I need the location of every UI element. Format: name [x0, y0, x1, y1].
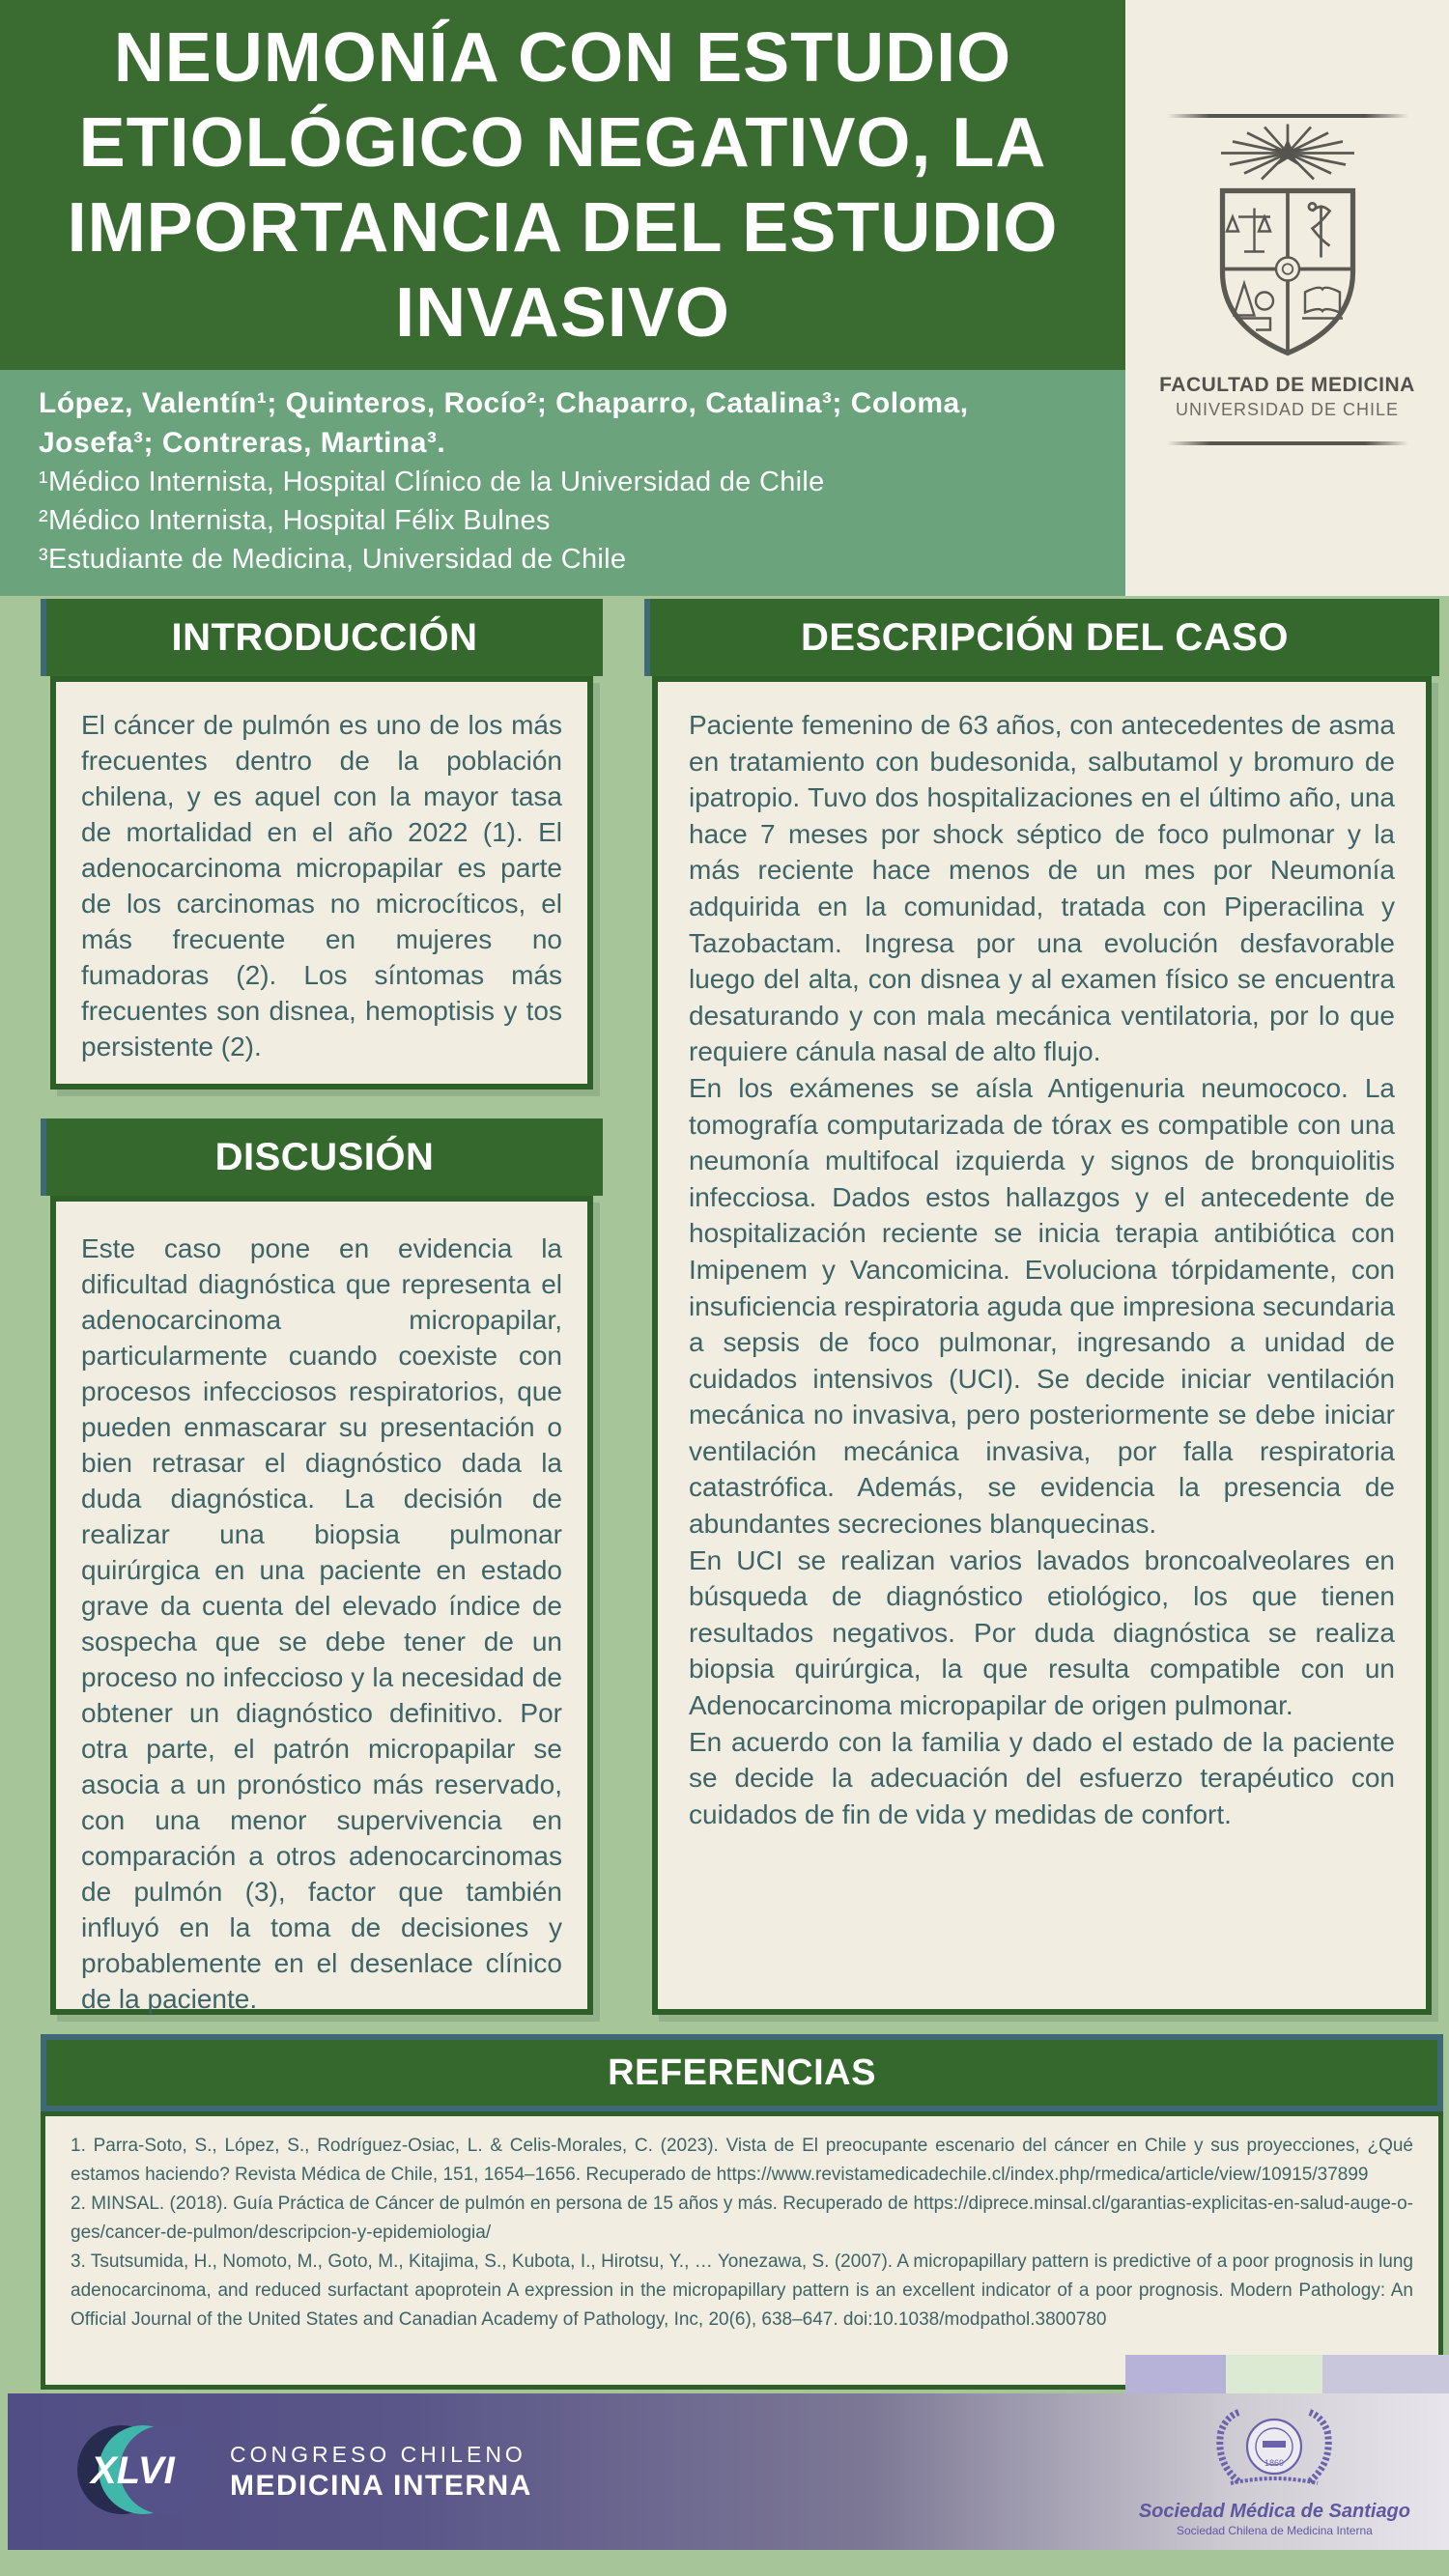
congress-logo-icon: [77, 2407, 205, 2537]
paragraph: En acuerdo con la familia y dado el estado de la paciente se decide la adecuación del esfuerzo terapéutico con cuidados de fin de vida y medidas de confort.: [689, 1726, 1395, 1829]
decor-patch: [1226, 2355, 1322, 2393]
affiliation-line: ²Médico Internista, Hospital Félix Bulnes: [39, 505, 551, 536]
university-name: UNIVERSIDAD DE CHILE: [1175, 400, 1400, 419]
poster-title-line: NEUMONÍA CON ESTUDIO: [113, 18, 1012, 97]
section-body-introduccion: [50, 676, 593, 1090]
section-body-referencias: [41, 2111, 1443, 2390]
paragraph: El cáncer de pulmón es uno de los más frecuentes dentro de la población chilena, y es aquel con la mayor tasa de mortalidad en el año 2022 (1). El adenocarcinoma micropapilar es parte de los carcinomas no microcíticos, el más frecuente en mujeres no fumadoras (2). Los síntomas más frecuentes son disnea, hemoptisis y tos persistente (2).: [81, 710, 562, 1062]
congress-number: XLVI: [91, 2449, 175, 2492]
section-title: REFERENCIAS: [608, 2052, 876, 2093]
poster-title-block: [0, 0, 1125, 370]
society-name: Sociedad Médica de Santiago: [1138, 2500, 1410, 2522]
reference-item: 1. Parra-Soto, S., López, S., Rodríguez-Osiac, L. & Celis-Morales, C. (2023). Vista de El preocupante escenario del cáncer en Chile y sus proyecciones, ¿Qué estamos haciendo? Revista Médica de Chile, 151, 1654–1656. Recuperado de https://www.revistamedicadechile.cl/index.php/rmedica/article/view/10915/37899: [71, 2136, 1413, 2185]
society-block: [1139, 2406, 1410, 2538]
paragraph: En los exámenes se aísla Antigenuria neumococo. La tomografía computarizada de tórax es compatible con una neumonía multifocal izquierda y signos de bronquiolitis infecciosa. Dados estos hallazgos y el antecedente de hospitalización reciente se inicia terapia antibiótica con Imipenem y Vancomicina. Evoluciona tórpidamente, con insuficiencia respiratoria aguda que impresiona secundaria a sepsis de foco pulmonar, ingresando a unidad de cuidados intensivos (UCI). Se decide iniciar ventilación mecánica no invasiva, pero posteriormente se debe iniciar ventilación mecánica invasiva, por falla respiratoria catastrófica. Además, se evidencia la presencia de abundantes secreciones blanquecinas.: [689, 1072, 1395, 1540]
decor-patch: [1125, 2355, 1226, 2393]
section-title: DISCUSIÓN: [214, 1135, 435, 1178]
congress-title-block: [230, 2440, 532, 2504]
authors-block: [0, 370, 1125, 596]
society-subtitle: Sociedad Chilena de Medicina Interna: [1177, 2523, 1373, 2537]
university-shield-icon: [1186, 118, 1389, 364]
affiliation-line: ¹Médico Internista, Hospital Clínico de la Universidad de Chile: [39, 467, 825, 497]
section-header-discusion: [41, 1118, 603, 1196]
section-title: DESCRIPCIÓN DEL CASO: [801, 615, 1289, 659]
decor-patch: [1322, 2355, 1449, 2393]
affiliation-line: ³Estudiante de Medicina, Universidad de Chile: [39, 544, 627, 575]
reference-item: 2. MINSAL. (2018). Guía Práctica de Cáncer de pulmón en persona de 15 años y más. Recuperado de https://diprece.minsal.cl/garantias-explicitas-en-salud-auge-o-ges/cancer-de-pulmon/descripcion-y-epidemiologia/: [71, 2194, 1413, 2243]
reference-item: 3. Tsutsumida, H., Nomoto, M., Goto, M., Kitajima, S., Kubota, I., Hirotsu, Y., … Yonezawa, S. (2007). A micropapillary pattern is predictive of a poor prognosis in lung adenocarcinoma, and reduced surfactant apoprotein A expression in the micropapillary pattern is an excellent indicator of a poor prognosis. Modern Pathology: An Official Journal of the United States and Canadian Academy of Pathology, Inc, 20(6), 638–647. doi:10.1038/modpathol.3800780: [71, 2251, 1413, 2330]
paragraph: Paciente femenino de 63 años, con antecedentes de asma en tratamiento con budesonida, salbutamol y bromuro de ipatropio. Tuvo dos hospitalizaciones en el último año, una hace 7 meses por shock séptico de foco pulmonar y la más reciente hace menos de un mes por Neumonía adquirida en la comunidad, tratada con Piperacilina y Tazobactam. Ingresa por una evolución desfavorable luego del alta, con disnea y al examen físico se encuentra desaturando y con mala mecánica ventilatoria, por lo que requiere cánula nasal de alto flujo.: [689, 710, 1395, 1067]
society-seal-year: 1869: [1264, 2457, 1285, 2468]
society-seal-icon: [1202, 2406, 1347, 2500]
authors-line: López, Valentín¹; Quinteros, Rocío²; Chaparro, Catalina³; Coloma, Josefa³; Contreras, Martina³.: [39, 387, 969, 459]
poster-title-line: INVASIVO: [395, 273, 730, 352]
paragraph: Este caso pone en evidencia la dificultad diagnóstica que representa el adenocarcinoma micropapilar, particularmente cuando coexiste con procesos infecciosos respiratorios, que pueden enmascarar su presentación o bien retrasar el diagnóstico dada la duda diagnóstica. La decisión de realizar una biopsia pulmonar quirúrgica en una paciente en estado grave da cuenta del elevado índice de sospecha que se debe tener de un proceso no infeccioso y la necesidad de obtener un diagnóstico definitivo. Por otra parte, el patrón micropapilar se asocia a un pronóstico más reservado, con una menor supervivencia en comparación a otros adenocarcinomas de pulmón (3), factor que también influyó en la toma de decisiones y probablemente en el desenlace clínico de la paciente.: [81, 1233, 562, 2014]
section-title: INTRODUCCIÓN: [171, 615, 478, 659]
congress-banner: [8, 2393, 1449, 2550]
section-body-caso: [652, 676, 1432, 2015]
university-logo-panel: [1125, 0, 1449, 596]
congress-title-line1: CONGRESO CHILENO: [230, 2442, 526, 2467]
faculty-name: FACULTAD DE MEDICINA: [1159, 374, 1415, 396]
divider: [1167, 441, 1408, 445]
congress-title-line2: MEDICINA INTERNA: [230, 2470, 532, 2502]
paragraph: En UCI se realizan varios lavados broncoalveolares en búsqueda de diagnóstico etiológico, los que tienen resultados negativos. Por duda diagnóstica se realiza biopsia quirúrgica, la que resulta compatible con un Adenocarcinoma micropapilar de origen pulmonar.: [689, 1544, 1395, 1721]
section-header-introduccion: [41, 599, 603, 676]
poster-title-line: IMPORTANCIA DEL ESTUDIO: [67, 188, 1059, 267]
section-header-referencias: [41, 2034, 1443, 2111]
poster-title-line: ETIOLÓGICO NEGATIVO, LA: [78, 103, 1047, 182]
section-header-caso: [644, 599, 1439, 676]
section-body-discusion: [50, 1196, 593, 2015]
